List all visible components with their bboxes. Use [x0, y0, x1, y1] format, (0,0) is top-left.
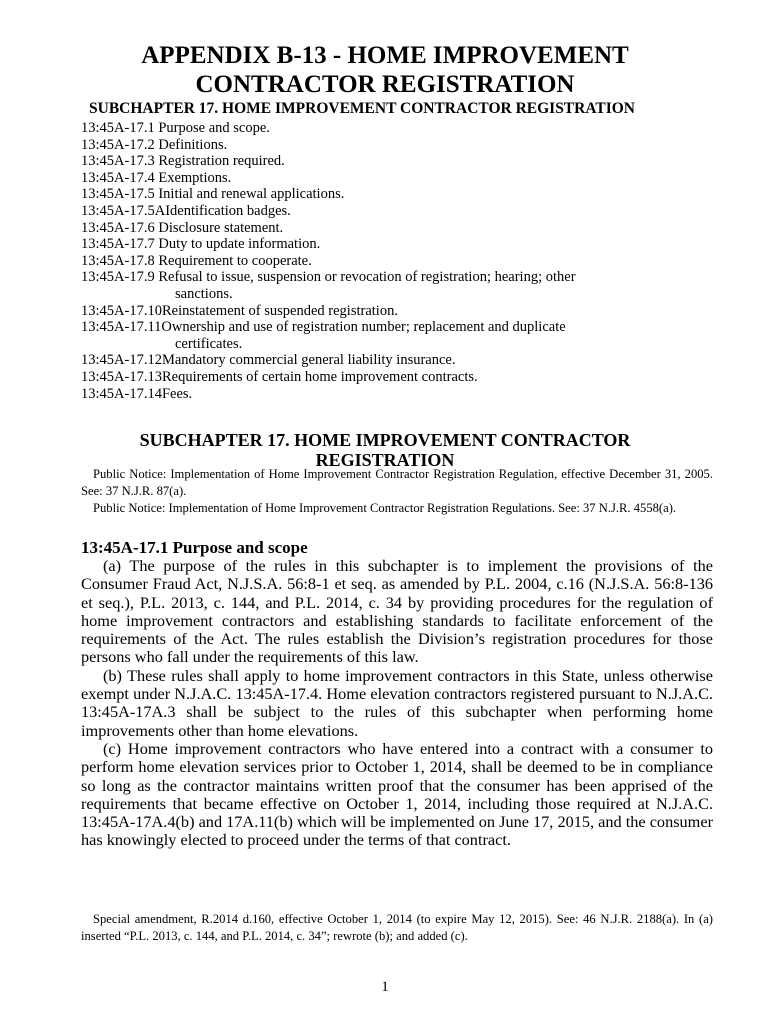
toc-item-number: 13:45A-17.11 [81, 319, 162, 336]
section-body [81, 557, 713, 850]
toc-item-number: 13:45A-17.8 [81, 252, 155, 269]
toc-item-number: 13:45A-17.9 [81, 269, 155, 286]
table-of-contents [81, 120, 721, 402]
paragraph-c: (c) Home improvement contractors who have entered into a contract with a consumer to perform home elevation services prior to October 1, 2014, shall be deemed to be in compliance so long as the contractor maintains written proof that the consumer has been apprised of the requirements that became effective on October 1, 2014, including those required at N.J.A.C. 13:45A-17A.4(b) and 17A.11(b) which will be implemented on June 17, 2015, and the consumer has knowingly elected to proceed under the terms of that contract. [81, 738, 713, 850]
toc-item-continuation: sanctions. [175, 285, 233, 302]
toc-item-number: 13:45A-17.5A [81, 202, 166, 219]
toc-item-number: 13:45A-17.12 [81, 352, 162, 369]
toc-item [81, 153, 721, 170]
toc-item-number: 13:45A-17.13 [81, 368, 162, 385]
toc-item [81, 386, 721, 403]
toc-item [81, 269, 721, 302]
subchapter-heading [0, 430, 770, 470]
amendment-note: Special amendment, R.2014 d.160, effective October 1, 2014 (to expire May 12, 2015). See: 46 N.J.R. 2188(a). In (a) inserted “P.L. 2013, c. 144, and P.L. 2014, c. 34”; rewrote (b); and added (c). [81, 912, 713, 943]
toc-item-title: Initial and renewal applications. [158, 186, 345, 203]
toc-item-title: Requirements of certain home improvement contracts. [161, 368, 478, 385]
toc-item-number: 13:45A-17.7 [81, 236, 155, 253]
toc-item-title: Purpose and scope. [158, 120, 270, 136]
public-notice-1: Public Notice: Implementation of Home Improvement Contractor Registration Regulation, effective December 31, 2005. See: 37 N.J.R. 87(a). [81, 467, 713, 498]
toc-item [81, 236, 721, 253]
toc-item [81, 319, 721, 352]
toc-item-number: 13:45A-17.6 [81, 219, 155, 236]
toc-item-title: Ownership and use of registration number; replacement and duplicate [161, 319, 566, 336]
toc-item-title: Mandatory commercial general liability insurance. [161, 352, 456, 369]
toc-item-title: Reinstatement of suspended registration. [161, 302, 398, 319]
toc-item-title: Requirement to cooperate. [158, 252, 312, 269]
toc-item-number: 13:45A-17.14 [81, 385, 162, 402]
paragraph-a: (a) The purpose of the rules in this subchapter is to implement the provisions of the Consumer Fraud Act, N.J.S.A. 56:8-1 et seq. as amended by P.L. 2004, c.16 (N.J.S.A. 56:8-136 et seq.), P.L. 2013, c. 144, and P.L. 2014, c. 34 by providing procedures for the regulation of home improvement contractors and establishing standards to facilitate enforcement of the requirements of the Act. The rules establish the Division’s registration procedures for those persons who fall under the requirements of this law. [81, 556, 713, 667]
toc-item-title: Registration required. [158, 153, 285, 170]
toc-item-title: Refusal to issue, suspension or revocation of registration; hearing; other [158, 269, 576, 286]
toc-item [81, 303, 721, 320]
toc-item [81, 186, 721, 203]
toc-item-number: 13:45A-17.4 [81, 169, 155, 186]
toc-item [81, 220, 721, 237]
toc-item-number: 13:45A-17.10 [81, 302, 162, 319]
toc-heading: SUBCHAPTER 17. HOME IMPROVEMENT CONTRACTOR REGISTRATION [89, 100, 636, 117]
toc-item [81, 253, 721, 270]
toc-item [81, 369, 721, 386]
toc-item-title: Exemptions. [158, 169, 232, 186]
toc-item [81, 137, 721, 154]
title-line-2: CONTRACTOR REGISTRATION [195, 71, 575, 98]
subchapter-heading-line-1: SUBCHAPTER 17. HOME IMPROVEMENT CONTRACTOR [139, 430, 631, 450]
toc-item-continuation: certificates. [175, 335, 243, 352]
subchapter-heading-line-2: REGISTRATION [315, 450, 455, 470]
toc-item [81, 352, 721, 369]
toc-item-title: Fees. [161, 385, 193, 402]
toc-item [81, 203, 721, 220]
toc-item-number: 13:45A-17.2 [81, 136, 155, 153]
toc-item-title: Duty to update information. [158, 236, 321, 253]
public-notice-2: Public Notice: Implementation of Home Improvement Contractor Registration Regulations. See: 37 N.J.R. 4558(a). [93, 501, 677, 515]
toc-item-title: Identification badges. [165, 202, 291, 219]
toc-item-number: 13:45A-17.3 [81, 153, 155, 170]
toc-item-title: Definitions. [158, 136, 228, 153]
toc-item-number: 13:45A-17.1 [81, 120, 155, 136]
section-heading: 13:45A-17.1 Purpose and scope [81, 538, 308, 557]
toc-item [81, 170, 721, 187]
page-number: 1 [381, 979, 389, 995]
toc-item [81, 120, 721, 137]
title-line-1: APPENDIX B-13 - HOME IMPROVEMENT [141, 42, 629, 69]
paragraph-b: (b) These rules shall apply to home improvement contractors in this State, unless otherwise exempt under N.J.A.C. 13:45A-17.4. Home elevation contractors registered pursuant to N.J.A.C. 13:45A-17A.3 shall be subject to the rules of this subchapter when performing home improvements other than home elevations. [81, 665, 713, 740]
document-title [0, 41, 770, 99]
toc-item-number: 13:45A-17.5 [81, 186, 155, 203]
toc-item-title: Disclosure statement. [158, 219, 284, 236]
